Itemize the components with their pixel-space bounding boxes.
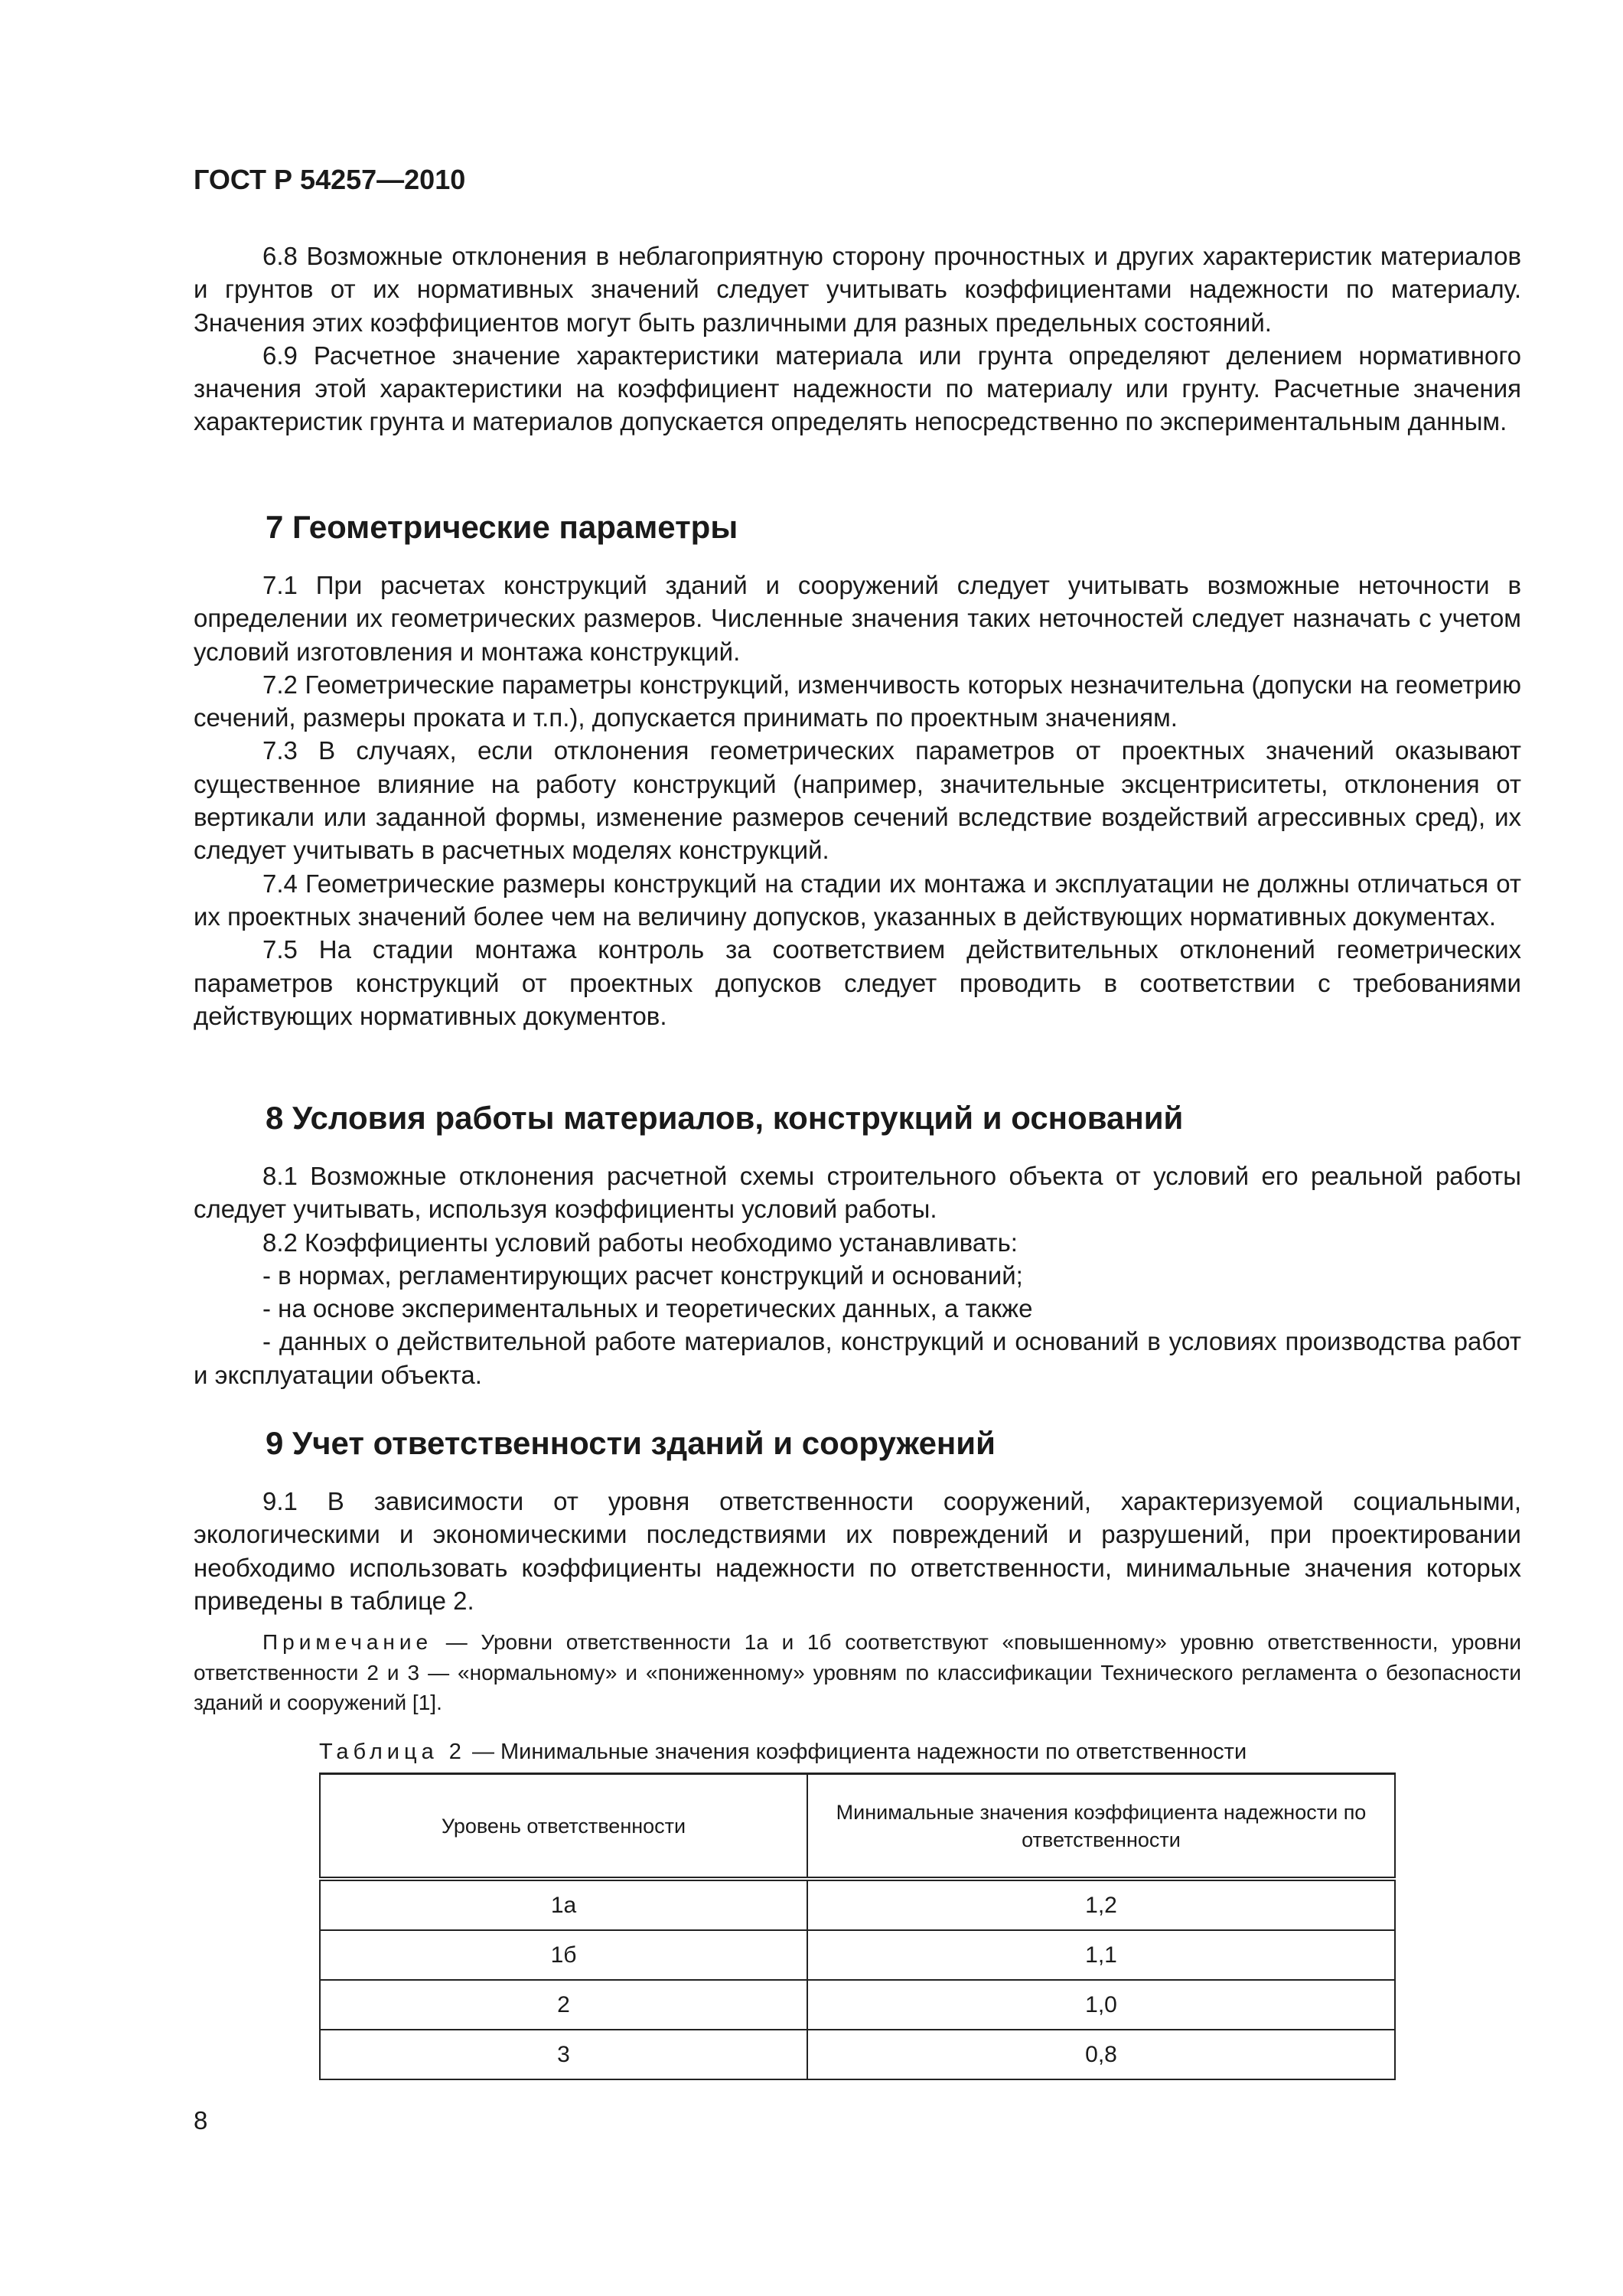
paragraph-7-3: 7.3 В случаях, если отклонения геометрических параметров от проектных значений оказывают существенное влияние на работу конструкций (например, значительные эксцентриситеты, отклонения от вертикали или заданной формы, изменение размеров сечений вследствие воздействий агрессивных сред), их следует учитывать в расчетных моделях конструкций. (194, 736, 1521, 865)
table-cell: 0,8 (807, 2030, 1395, 2079)
paragraph-6-8: 6.8 Возможные отклонения в неблагоприятную сторону прочностных и других характеристик материалов и грунтов от их нормативных значений следует учитывать коэффициентами надежности по материалу. Значения этих коэффициентов могут быть различными для разных предельных состояний. (194, 242, 1521, 337)
section-8-heading: 8 Условия работы материалов, конструкций и оснований (266, 1100, 1184, 1136)
column-header: Уровень ответственности (320, 1774, 807, 1880)
section-7-heading: 7 Геометрические параметры (266, 509, 738, 545)
note-text: — Уровни ответственности 1а и 1б соответствуют «повышенному» уровню ответственности, уровни ответственности 2 и 3 — «нормальному» и «пониженному» уровням по классификации Технического регламента о безопасности зданий и сооружений [1]. (194, 1630, 1521, 1715)
paragraph-7-5: 7.5 На стадии монтажа контроль за соответствием действительных отклонений геометрических параметров конструкций от проектных допусков следует проводить в соответствии с требованиями действующих нормативных документов. (194, 935, 1521, 1030)
table-cell: 2 (320, 1980, 807, 2030)
table-row (320, 1879, 1395, 1930)
list-item: - данных о действительной работе материалов, конструкций и оснований в условиях производства работ и эксплуатации объекта. (194, 1327, 1521, 1389)
paragraph-9-1: 9.1 В зависимости от уровня ответственности сооружений, характеризуемой социальными, экологическими и экономическими последствиями их повреждений и разрушений, при проектировании необходимо использовать коэффициенты надежности по ответственности, минимальные значения которых приведены в таблице 2. (194, 1487, 1521, 1615)
column-header: Минимальные значения коэффициента надежности по ответственности (807, 1774, 1395, 1880)
list-item: - в нормах, регламентирующих расчет конструкций и оснований; (262, 1261, 1023, 1290)
table-caption (319, 1737, 1247, 1766)
paragraph-7-2: 7.2 Геометрические параметры конструкций, изменчивость которых незначительна (допуски на геометрию сечений, размеры проката и т.п.), допускается принимать по проектным значениям. (194, 670, 1521, 732)
reliability-coefficient-table (319, 1773, 1396, 2080)
table-cell: 1,1 (807, 1930, 1395, 1980)
table-row (320, 1930, 1395, 1980)
table-row (320, 1980, 1395, 2030)
table-cell: 1,2 (807, 1879, 1395, 1930)
table-row (320, 2030, 1395, 2079)
section-7-body (194, 569, 1521, 1032)
paragraph-7-4: 7.4 Геометрические размеры конструкций на стадии их монтажа и эксплуатации не должны отличаться от их проектных значений более чем на величину допусков, указанных в действующих нормативных документах. (194, 869, 1521, 931)
section-9-body (194, 1485, 1521, 1617)
paragraph-6-9: 6.9 Расчетное значение характеристики материала или грунта определяют делением нормативного значения этой характеристики на коэффициент надежности по материалу или грунту. Расчетные значения характеристик грунта и материалов допускается определять непосредственно по экспериментальным данным. (194, 341, 1521, 436)
section-8-body (194, 1159, 1521, 1391)
table-cell: 1,0 (807, 1980, 1395, 2030)
table-cell: 1а (320, 1879, 807, 1930)
table-cell: 1б (320, 1930, 807, 1980)
table-header-row (320, 1774, 1395, 1880)
paragraph-8-2: 8.2 Коэффициенты условий работы необходимо устанавливать: (262, 1228, 1018, 1257)
section-6-body (194, 240, 1521, 439)
table-caption-text: — Минимальные значения коэффициента надежности по ответственности (465, 1740, 1247, 1764)
paragraph-8-1: 8.1 Возможные отклонения расчетной схемы строительного объекта от условий его реальной работы следует учитывать, используя коэффициенты условий работы. (194, 1162, 1521, 1224)
table-caption-label: Таблица 2 (319, 1740, 466, 1764)
list-item: - на основе экспериментальных и теоретических данных, а также (262, 1294, 1033, 1323)
page-number: 8 (194, 2106, 208, 2135)
note-label: Примечание (262, 1630, 433, 1654)
paragraph-7-1: 7.1 При расчетах конструкций зданий и сооружений следует учитывать возможные неточности в определении их геометрических размеров. Численные значения таких неточностей следует назначать с учетом условий изготовления и монтажа конструкций. (194, 571, 1521, 666)
section-9-heading: 9 Учет ответственности зданий и сооружений (266, 1425, 996, 1461)
document-id: ГОСТ Р 54257—2010 (194, 164, 466, 195)
table-cell: 3 (320, 2030, 807, 2079)
note (194, 1627, 1521, 1718)
